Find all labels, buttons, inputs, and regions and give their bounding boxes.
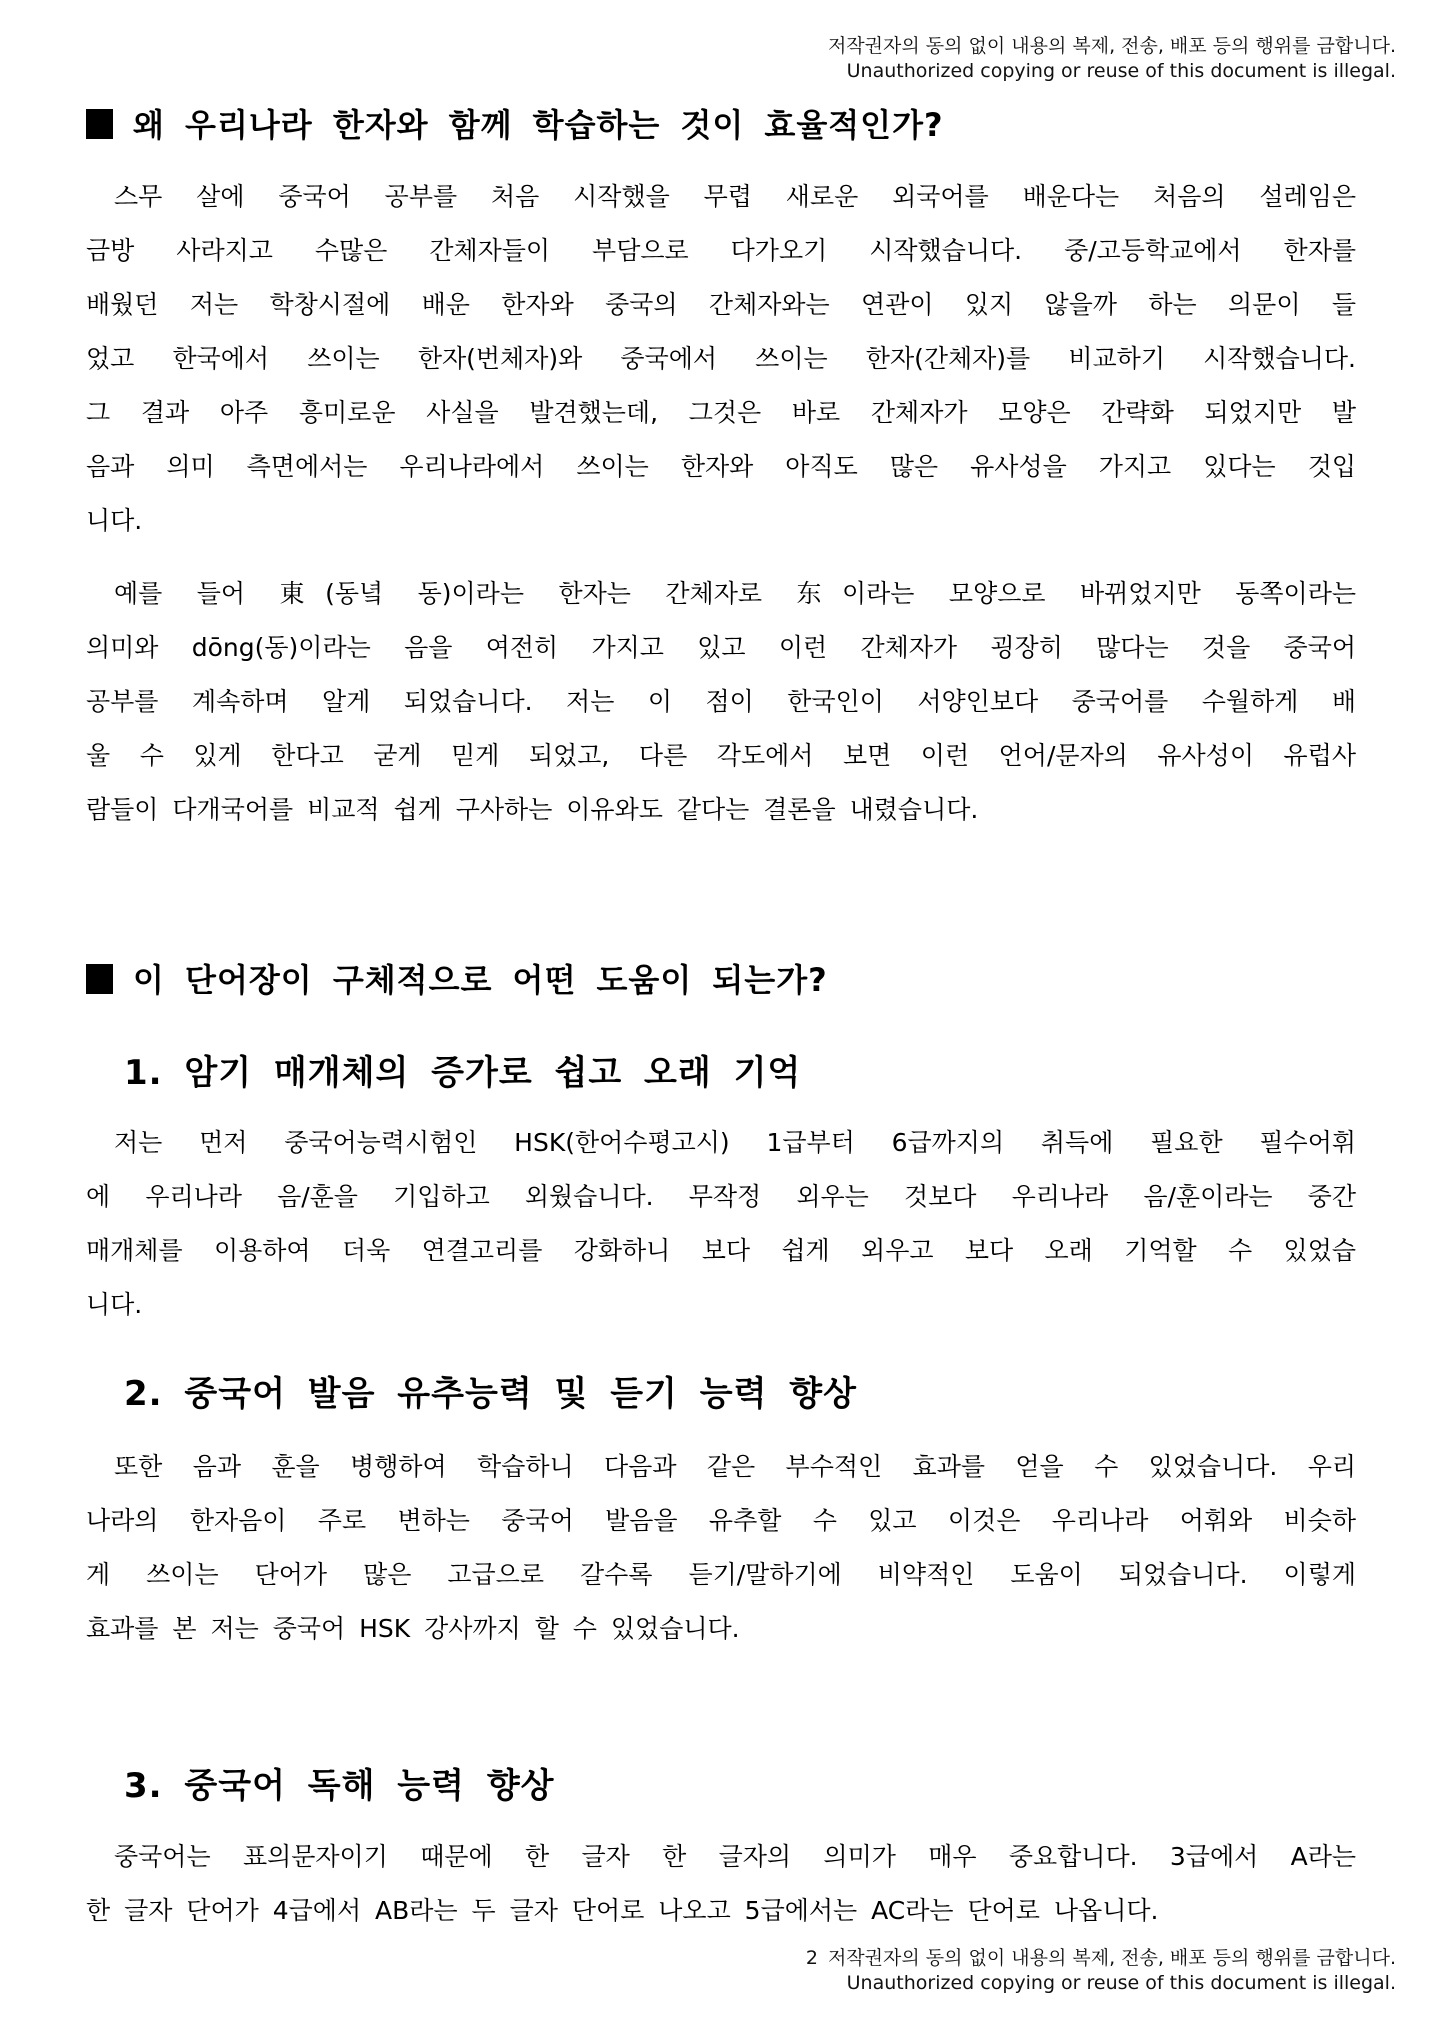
- paragraph-line: 예를 들어 東(동녘 동)이라는 한자는 간체자로 东이라는 모양으로 바뀌었지만 동쪽이라는: [114, 579, 1356, 608]
- paragraph-line: 저는 먼저 중국어능력시험인 HSK(한어수평고시) 1급부터 6급까지의 취득에 필요한 필수어휘: [114, 1128, 1356, 1157]
- paragraph-pronunciation: [86, 1440, 1356, 1656]
- subheading-pronunciation: 2. 중국어 발음 유추능력 및 듣기 능력 향상: [124, 1374, 857, 1414]
- paragraph-line: 의미와 dōng(동)이라는 음을 여전히 가지고 있고 이런 간체자가 굉장히 많다는 것을 중국어: [86, 633, 1356, 662]
- paragraph-line: 스무 살에 중국어 공부를 처음 시작했을 무렵 새로운 외국어를 배운다는 처음의 설레임은: [114, 182, 1356, 211]
- footer-copyright-notice: [806, 1946, 1396, 1996]
- paragraph-line: 또한 음과 훈을 병행하여 학습하니 다음과 같은 부수적인 효과를 얻을 수 있었습니다. 우리: [114, 1452, 1356, 1481]
- paragraph-line: 금방 사라지고 수많은 간체자들이 부담으로 다가오기 시작했습니다. 중/고등학교에서 한자를: [86, 236, 1356, 265]
- page-number: 2: [805, 1947, 818, 1969]
- paragraph-reading: [86, 1830, 1356, 1938]
- paragraph-line: 공부를 계속하며 알게 되었습니다. 저는 이 점이 한국인이 서양인보다 중국어를 수월하게 배: [86, 687, 1356, 716]
- footer-notice-en: Unauthorized copying or reuse of this document is illegal.: [846, 1972, 1396, 1994]
- paragraph-line: 람들이 다개국어를 비교적 쉽게 구사하는 이유와도 같다는 결론을 내렸습니다.: [86, 795, 979, 824]
- paragraph-memory: [86, 1116, 1356, 1332]
- paragraph-line: 나라의 한자음이 주로 변하는 중국어 발음을 유추할 수 있고 이것은 우리나라 어휘와 비슷하: [86, 1506, 1356, 1535]
- footer-notice-ko: 저작권자의 동의 없이 내용의 복제, 전송, 배포 등의 행위를 금합니다.: [827, 1947, 1396, 1969]
- paragraph-example: [86, 567, 1356, 837]
- black-square-bullet-icon: [86, 964, 113, 994]
- paragraph-line: 한 글자 단어가 4급에서 AB라는 두 글자 단어로 나오고 5급에서는 AC라는 단어로 나옵니다.: [86, 1896, 1159, 1925]
- paragraph-line: 효과를 본 저는 중국어 HSK 강사까지 할 수 있었습니다.: [86, 1614, 740, 1643]
- section-heading-text: 이 단어장이 구체적으로 어떤 도움이 되는가?: [133, 961, 828, 999]
- paragraph-line: 었고 한국에서 쓰이는 한자(번체자)와 중국에서 쓰이는 한자(간체자)를 비교하기 시작했습니다.: [86, 344, 1356, 373]
- section-heading-why-hanja: [86, 100, 944, 146]
- section-heading-how-it-helps: [86, 955, 828, 1001]
- paragraph-line: 중국어는 표의문자이기 때문에 한 글자 한 글자의 의미가 매우 중요합니다. 3급에서 A라는: [114, 1842, 1356, 1871]
- paragraph-line: 게 쓰이는 단어가 많은 고급으로 갈수록 듣기/말하기에 비약적인 도움이 되었습니다. 이렇게: [86, 1560, 1356, 1589]
- subheading-memory: 1. 암기 매개체의 증가로 쉽고 오래 기억: [124, 1053, 802, 1093]
- paragraph-line: 매개체를 이용하여 더욱 연결고리를 강화하니 보다 쉽게 외우고 보다 오래 기억할 수 있었습: [86, 1236, 1356, 1265]
- paragraph-line: 배웠던 저는 학창시절에 배운 한자와 중국의 간체자와는 연관이 있지 않을까 하는 의문이 들: [86, 290, 1356, 319]
- header-copyright-notice: [828, 34, 1396, 84]
- paragraph-line: 음과 의미 측면에서는 우리나라에서 쓰이는 한자와 아직도 많은 유사성을 가지고 있다는 것입: [86, 452, 1356, 481]
- paragraph-line: 에 우리나라 음/훈을 기입하고 외웠습니다. 무작정 외우는 것보다 우리나라 음/훈이라는 중간: [86, 1182, 1356, 1211]
- paragraph-line: 그 결과 아주 흥미로운 사실을 발견했는데, 그것은 바로 간체자가 모양은 간략화 되었지만 발: [86, 398, 1356, 427]
- black-square-bullet-icon: [86, 109, 113, 139]
- paragraph-intro: [86, 170, 1356, 548]
- paragraph-line: 울 수 있게 한다고 굳게 믿게 되었고, 다른 각도에서 보면 이런 언어/문자의 유사성이 유럽사: [86, 741, 1356, 770]
- subheading-reading: 3. 중국어 독해 능력 향상: [124, 1766, 555, 1806]
- header-notice-en: Unauthorized copying or reuse of this document is illegal.: [846, 60, 1396, 82]
- section-heading-text: 왜 우리나라 한자와 함께 학습하는 것이 효율적인가?: [133, 106, 944, 144]
- paragraph-line: 니다.: [86, 1290, 143, 1319]
- header-notice-ko: 저작권자의 동의 없이 내용의 복제, 전송, 배포 등의 행위를 금합니다.: [827, 35, 1396, 57]
- paragraph-line: 니다.: [86, 506, 143, 535]
